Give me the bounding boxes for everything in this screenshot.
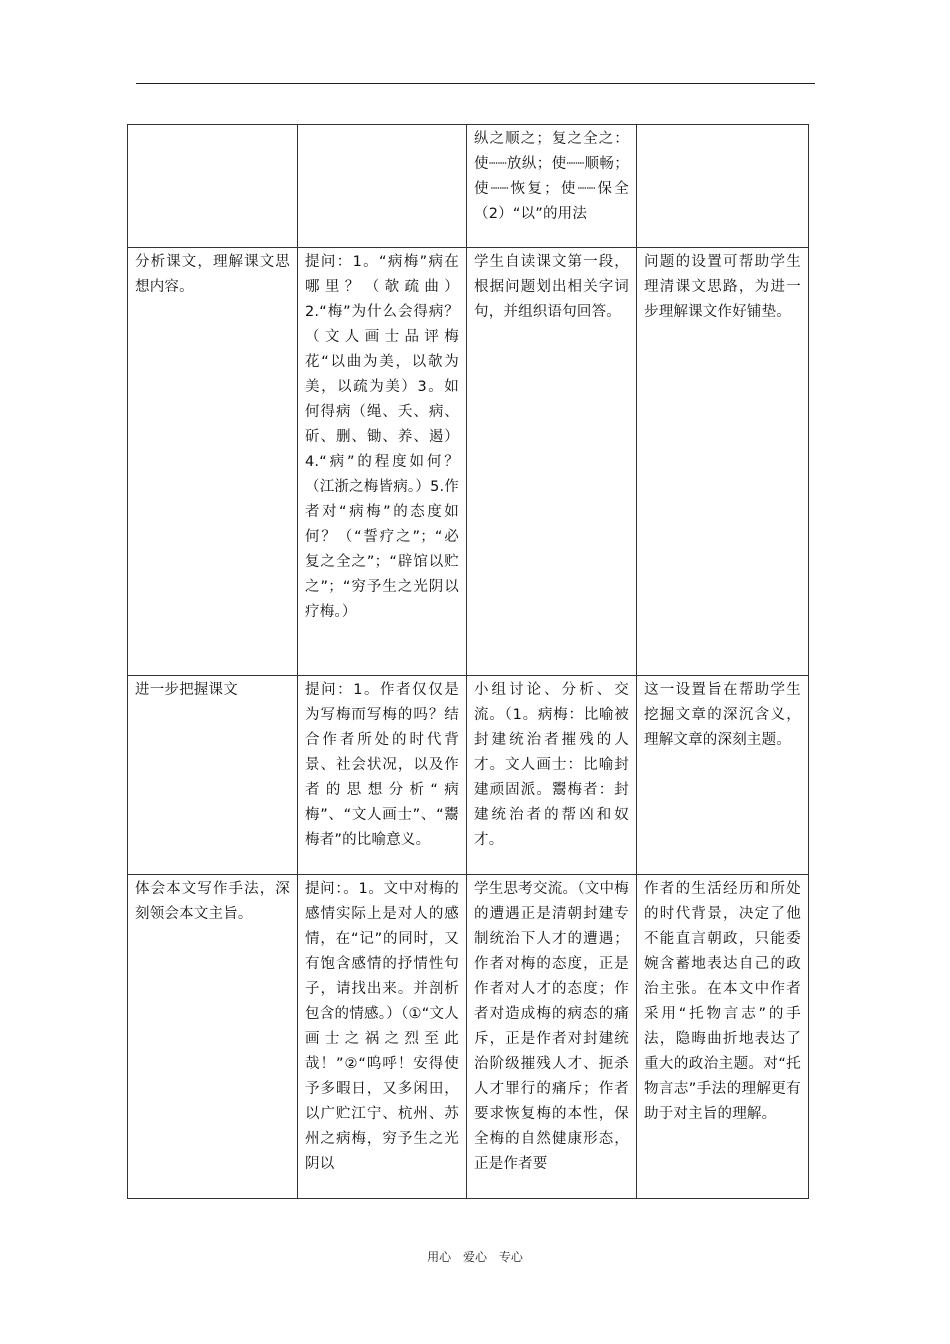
table-cell: 学生自读课文第一段，根据问题划出相关字词句，并组织语句回答。 (467, 248, 637, 676)
header-rule (136, 83, 815, 84)
footer-text: 爱心 (462, 1250, 487, 1264)
table-cell: 这一设置旨在帮助学生挖掘文章的深沉含义，理解文章的深刻主题。 (637, 676, 809, 875)
table-cell: 进一步把握课文 (128, 676, 298, 875)
table-cell: 作者的生活经历和所处的时代背景，决定了他不能直言朝政，只能委婉含蓄地表达自己的政治主张。在本文中作者采用“托物言志”的手法，隐晦曲折地表达了重大的政治主题。对“托物言志”手法的理解更有助于对主旨的理解。 (637, 875, 809, 1199)
table-cell: 小组讨论、分析、交流。（1。病梅：比喻被封建统治者摧残的人才。文人画士：比喻封建顽固派。鬻梅者：封建统治者的帮凶和奴才。 (467, 676, 637, 875)
table-cell (128, 125, 298, 248)
table-row (128, 248, 809, 676)
footer-text: 专心 (498, 1250, 523, 1264)
table-cell: 学生思考交流。（文中梅的遭遇正是清朝封建专制统治下人才的遭遇；作者对梅的态度，正是作者对人才的态度；作者对造成梅的病态的痛斥，正是作者对封建统治阶级摧残人才、扼杀人才罪行的痛斥；作者要求恢复梅的本性，保全梅的自然健康形态，正是作者要 (467, 875, 637, 1199)
table-cell: 体会本文写作手法，深刻领会本文主旨。 (128, 875, 298, 1199)
lesson-plan-table (127, 124, 809, 1199)
table-cell: 纵之顺之；复之全之：使┈┈放纵；使┈┈顺畅；使┈┈恢复；使┈┈保全（2）“以”的用法 (467, 125, 637, 248)
table-cell: 提问：。1。文中对梅的感情实际上是对人的感情，在“记”的同时，又有饱含感情的抒情性句子，请找出来。并剖析包含的情感。）（①“文人画士之祸之烈至此哉！”②“呜呼！安得使予多暇日，又多闲田，以广贮江宁、杭州、苏州之病梅，穷予生之光阴以 (298, 875, 467, 1199)
table-cell (637, 125, 809, 248)
table-row (128, 875, 809, 1199)
table-cell (298, 125, 467, 248)
table-cell: 分析课文，理解课文思想内容。 (128, 248, 298, 676)
table-cell: 提问：1。作者仅仅是为写梅而写梅的吗？结合作者所处的时代背景、社会状况，以及作者的思想分析“病梅”、“文人画士”、“鬻梅者”的比喻意义。 (298, 676, 467, 875)
footer-text: 用心 (427, 1250, 452, 1264)
table-cell: 问题的设置可帮助学生理清课文思路，为进一步理解课文作好铺垫。 (637, 248, 809, 676)
table-row (128, 676, 809, 875)
page-footer (0, 1248, 950, 1265)
table-cell: 提问：1。“病梅”病在哪里？（欹疏曲）2.“梅”为什么会得病？（文人画士品评梅花“以曲为美，以欹为美，以疏为美）3。如何得病（绳、夭、病、斫、删、锄、养、遏）4.“病”的程度如何？（江浙之梅皆病。）5.作者对“病梅”的态度如何？（“誓疗之”；“必复之全之”；“辟馆以贮之”；“穷予生之光阴以疗梅。） (298, 248, 467, 676)
table-row (128, 125, 809, 248)
